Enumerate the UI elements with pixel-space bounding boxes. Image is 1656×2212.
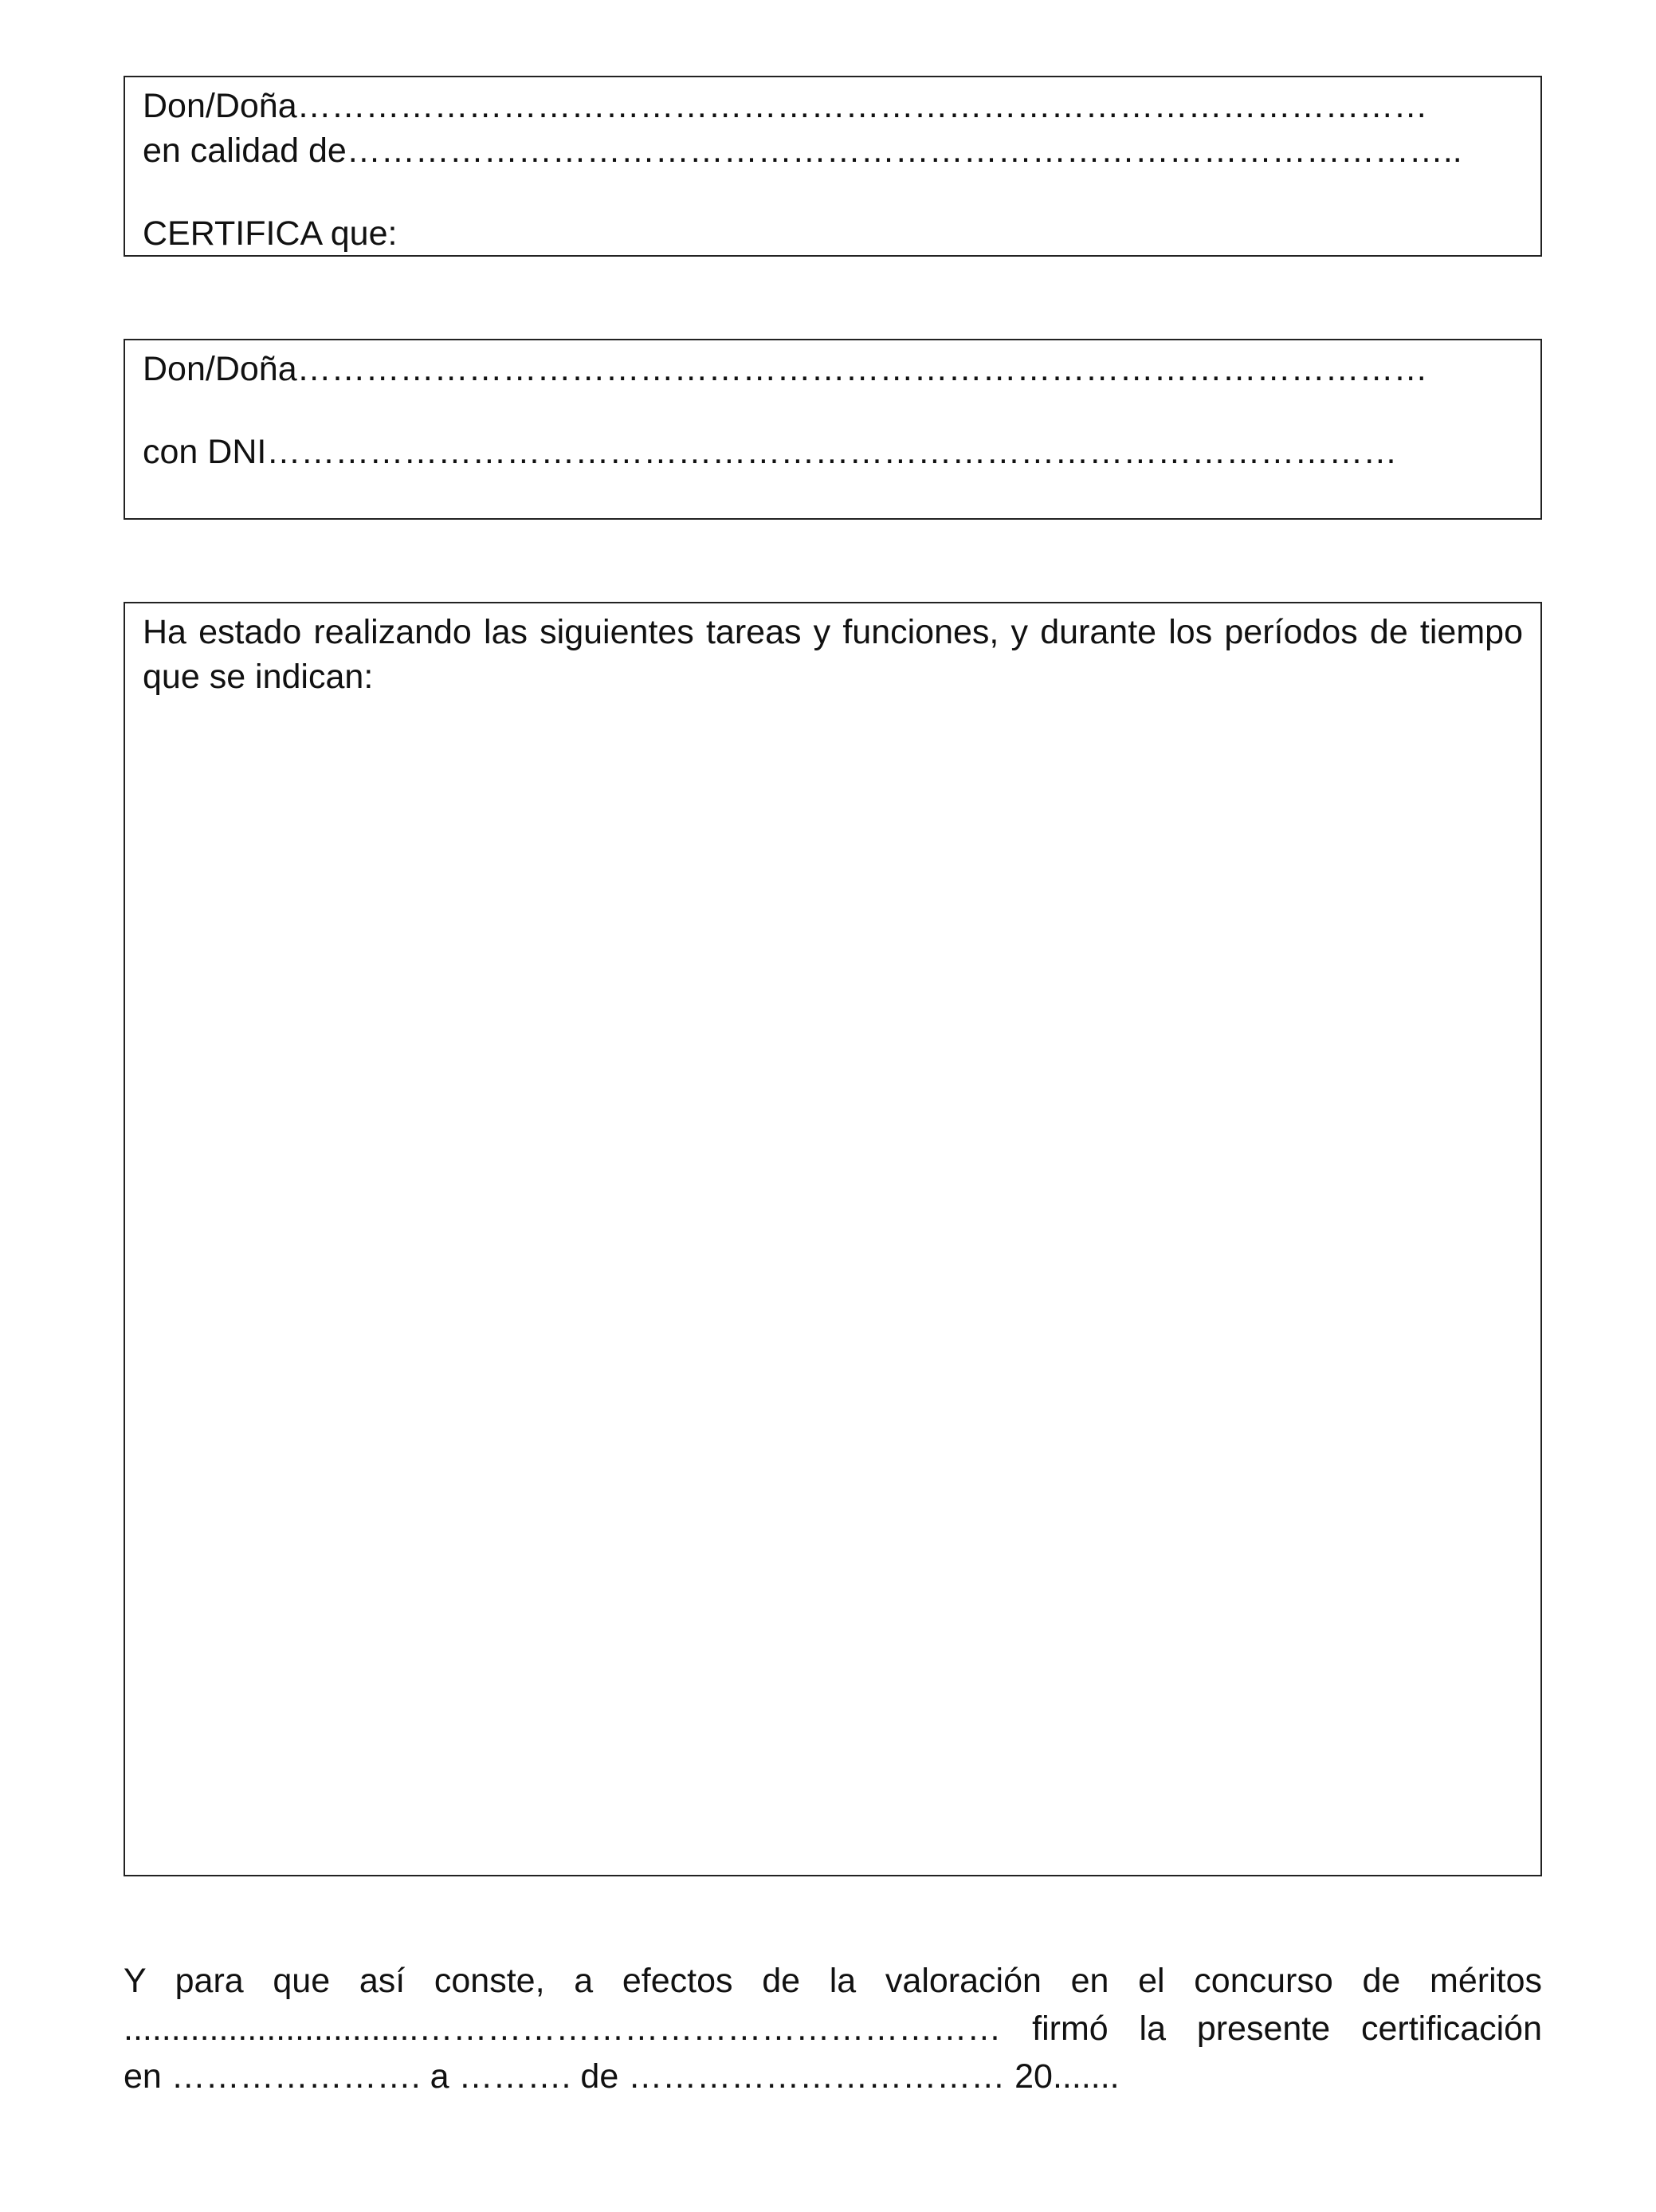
certifier-capacity-line: en calidad de……………………………………………………………………………………..: [143, 132, 1462, 170]
tasks-box: [124, 602, 1542, 1876]
closing-line-2: ...............................…………………………………………… firmó la presente certificación: [124, 2010, 1542, 2048]
tasks-intro: Ha estado realizando las siguientes tareas y funciones, y durante los períodos de tiempo que se indican:: [143, 613, 1523, 696]
closing-statement: [124, 1957, 1542, 2100]
certifier-box: [124, 76, 1542, 257]
person-name-line: Don/Doña………………………………………………………………………………………: [143, 350, 1428, 388]
person-box: [124, 339, 1542, 520]
certifier-name-line: Don/Doña………………………………………………………………………………………: [143, 87, 1428, 125]
closing-line-1: Y para que así conste, a efectos de la valoración en el concurso de méritos: [124, 1962, 1542, 2000]
closing-line-3: en …………………. a ………. de …………………………… 20.......: [124, 2057, 1120, 2096]
person-dni-line: con DNI………………………………………………………………………………………: [143, 433, 1398, 471]
certifies-label: CERTIFICA que:: [143, 214, 398, 253]
